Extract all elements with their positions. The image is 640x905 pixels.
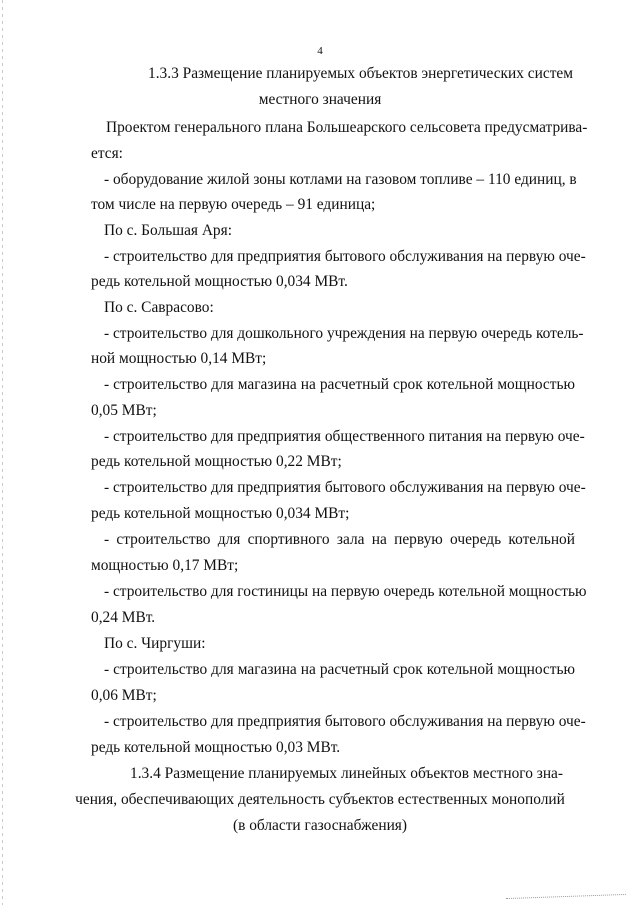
list-item-line: 0,06 МВт; [91,687,157,704]
page-number: 4 [317,45,323,57]
list-item-line: 0,24 МВт. [91,609,156,626]
list-item-line: мощностью 0,17 МВт; [91,557,239,574]
list-item-line: редь котельной мощностью 0,22 МВт; [91,453,342,470]
section-heading-continued: чения, обеспечивающих деятельность субъектов естественных монополий [75,791,565,808]
list-item-line: том числе на первую очередь – 91 единица; [91,196,376,213]
section-heading-continued: (в области газоснабжения) [232,817,408,834]
list-item-line: редь котельной мощностью 0,034 МВт; [91,505,350,522]
paragraph-line: Проектом генерального плана Большеарского сельсовета предусматрива- [106,119,588,136]
paragraph-line: ется: [91,145,123,162]
scan-artifact [506,894,626,905]
list-item-line: - строительство для спортивного зала на первую очередь котельной [104,531,575,548]
scan-edge-line [2,0,3,905]
list-item-line: - строительство для предприятия бытового обслуживания на первую оче- [104,713,586,730]
list-item-line: редь котельной мощностью 0,034 МВт. [91,273,348,290]
village-heading: По с. Чиргуши: [104,635,206,652]
list-item-line: - строительство для дошкольного учреждения на первую очередь котель- [104,325,584,342]
list-item-line: редь котельной мощностью 0,03 МВт. [91,739,341,756]
village-heading: По с. Саврасово: [104,299,214,316]
list-item-line: - строительство для гостиницы на первую очередь котельной мощностью [104,583,587,600]
village-heading: По с. Большая Аря: [104,222,232,239]
list-item-line: - строительство для предприятия бытового обслуживания на первую оче- [104,248,586,265]
section-heading-continued: местного значения [258,91,382,108]
list-item-line: ной мощностью 0,14 МВт; [91,350,267,367]
list-item-line: - строительство для магазина на расчетный срок котельной мощностью [104,376,575,393]
section-heading: 1.3.4 Размещение планируемых линейных объектов местного зна- [130,765,564,782]
list-item-line: - оборудование жилой зоны котлами на газовом топливе – 110 единиц, в [104,171,577,188]
list-item-line: - строительство для предприятия общественного питания на первую оче- [104,428,585,445]
list-item-line: - строительство для магазина на расчетный срок котельной мощностью [104,661,575,678]
list-item-line: - строительство для предприятия бытового обслуживания на первую оче- [104,479,586,496]
list-item-line: 0,05 МВт; [91,402,157,419]
section-heading: 1.3.3 Размещение планируемых объектов энергетических систем [148,65,573,82]
